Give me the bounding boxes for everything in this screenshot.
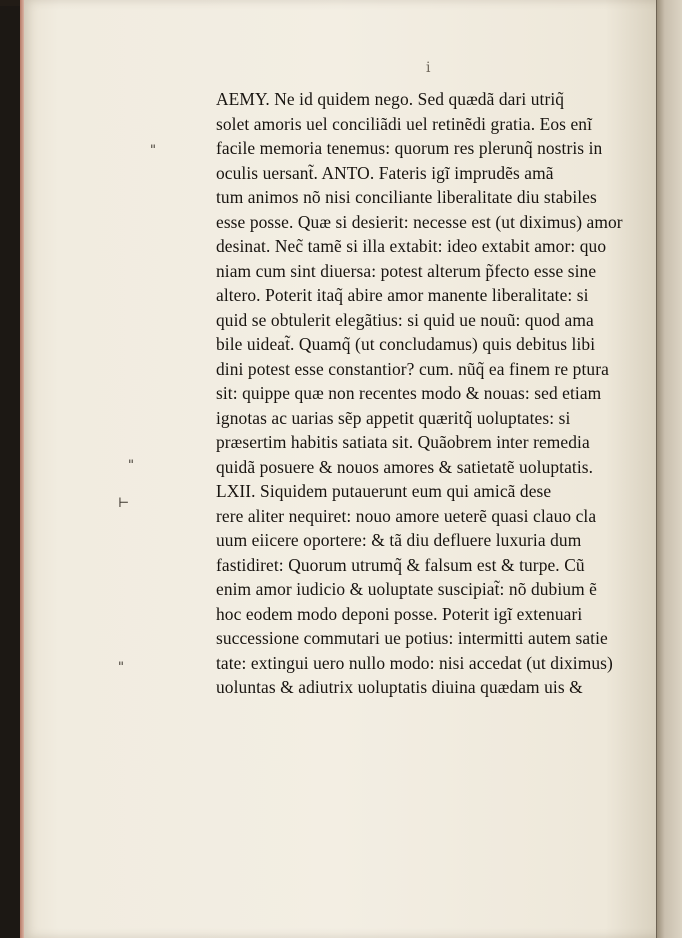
text-line: hoc eodem modo deponi posse. Poterit igĩ extenuari — [216, 603, 583, 624]
text-line: præsertim habitis satiata sit. Quãobrem inter remedia — [216, 432, 590, 452]
text-line: esse posse. Quæ si desierit: necesse est (ut diximus) amor — [216, 211, 623, 232]
text-line: quidã posuere & nouos amores & satietatẽ uoluptatis. — [216, 456, 594, 477]
text-line: facile memoria tenemus: quorum res plerunq̃ nostris in — [216, 138, 603, 158]
text-line: niam cum sint diuersa: potest alterum p̃fecto esse sine — [216, 260, 597, 281]
text-line: fastidiret: Quorum utrumq̃ & falsum est & turpe. Cũ — [216, 554, 585, 575]
margin-mark: " — [150, 143, 156, 158]
text-line: dini potest esse constantior? cum. nũq̃ ea finem re ptura — [216, 358, 609, 379]
text-line: LXII. Siquidem putauerunt eum qui amicã dese — [216, 481, 552, 501]
text-line: bile uideat̃. Quamq̃ (ut concludamus) quis debitus libi — [216, 334, 596, 354]
facing-page-edge — [656, 0, 682, 938]
margin-mark: " — [118, 660, 124, 675]
text-line: desinat. Nec̃ tamẽ si illa extabit: ideo extabit amor: quo — [216, 236, 607, 256]
margin-mark: " — [128, 458, 134, 473]
text-line: rere aliter nequiret: nouo amore ueterẽ quasi clauo cla — [216, 505, 597, 526]
text-line: successione commutari ue potius: intermitti autem satie — [216, 628, 608, 648]
text-line: uoluntas & adiutrix uoluptatis diuina quædam uis & — [216, 677, 583, 697]
text-line: solet amoris uel conciliãdi uel retinẽdi gratia. Eos enĩ — [216, 113, 592, 134]
text-line: ignotas ac uarias sẽp appetit quæritq̃ uoluptates: si — [216, 407, 571, 428]
text-line: tum animos nõ nisi conciliante liberalitate diu stabiles — [216, 187, 597, 207]
folio-mark: i — [426, 60, 431, 76]
page-gutter-edge — [20, 0, 24, 938]
text-line: altero. Poterit itaq̃ abire amor manente liberalitate: si — [216, 285, 589, 305]
margin-mark: ⊢ — [118, 496, 130, 511]
text-line: AEMY. Ne id quidem nego. Sed quædã dari utriq̃ — [216, 89, 565, 109]
text-line: uum eiicere oportere: & tã diu defluere luxuria dum — [216, 530, 582, 550]
text-line: enim amor iudicio & uoluptate suscipiat̃: nõ dubium ẽ — [216, 579, 597, 599]
text-line: oculis uersant̃. ANTO. Fateris igĩ imprudẽs amã — [216, 162, 554, 183]
text-line: tate: extingui uero nullo modo: nisi accedat (ut diximus) — [216, 652, 613, 673]
text-line: quid se obtulerit elegãtius: si quid ue nouũ: quod ama — [216, 309, 594, 330]
text-line: sit: quippe quæ non recentes modo & nouas: sed etiam — [216, 383, 602, 403]
